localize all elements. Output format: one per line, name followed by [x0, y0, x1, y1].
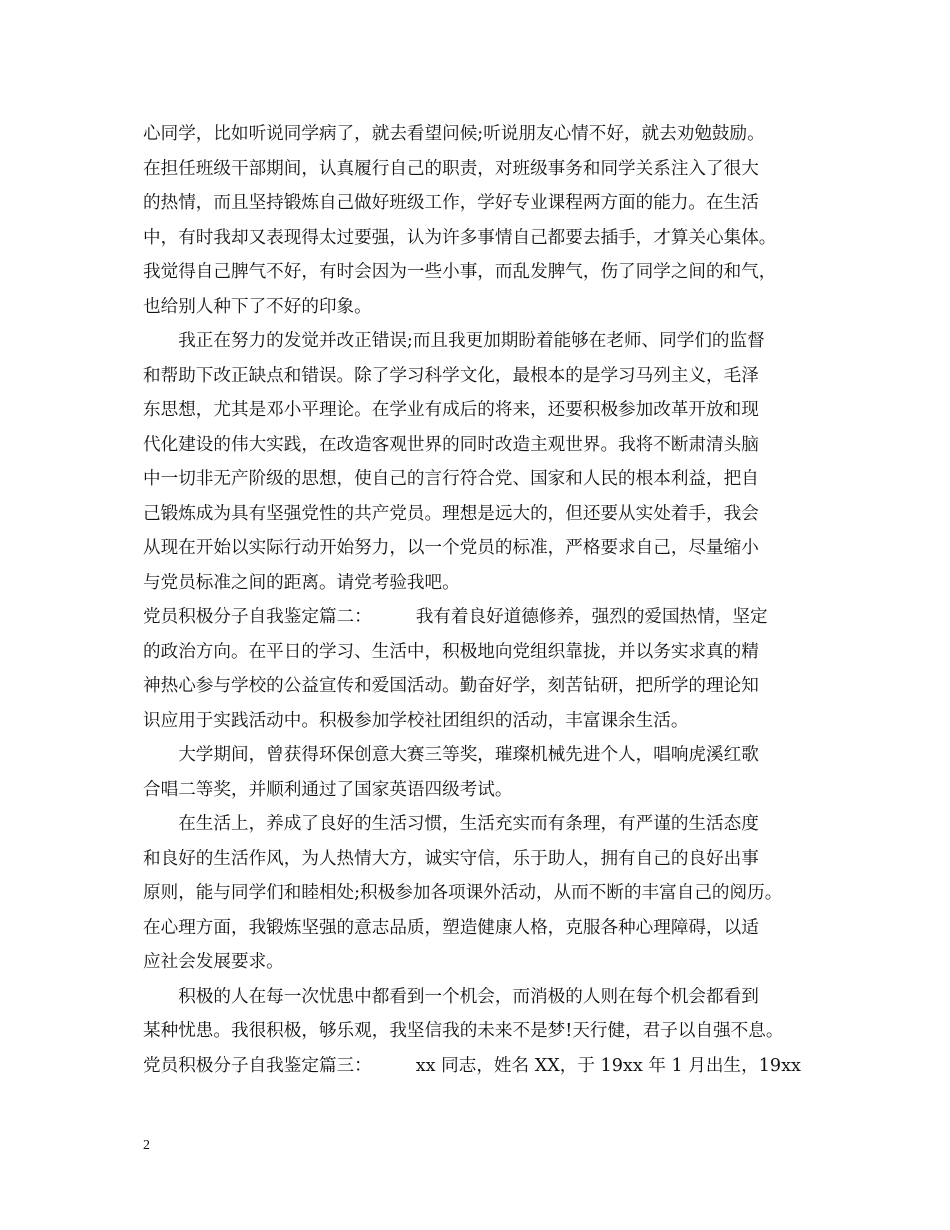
- text-line: 己锻炼成为具有坚强党性的共产党员。理想是远大的，但还要从实处着手，我会: [143, 503, 759, 524]
- text-line: 代化建设的伟大实践，在改造客观世界的同时改造主观世界。我将不断肃清头脑: [143, 434, 759, 455]
- text-line: 东思想，尤其是邓小平理论。在学业有成后的将来，还要积极参加改革开放和现: [143, 400, 759, 420]
- text-line: 和帮助下改正缺点和错误。除了学习科学文化，最根本的是学习马列主义，毛泽: [143, 365, 759, 386]
- text-line: 中一切非无产阶级的思想，使自己的言行符合党、国家和人民的根本利益，把自: [143, 469, 759, 489]
- document-body: [143, 117, 823, 1083]
- text-line: 也给别人种下了不好的印象。: [143, 296, 372, 317]
- text-line: 从现在开始以实际行动开始努力，以一个党员的标准，严格要求自己，尽量缩小: [143, 538, 759, 558]
- text-line: 心同学，比如听说同学病了，就去看望问候;听说朋友心情不好，就去劝勉鼓励。: [143, 124, 765, 144]
- text-line: 和良好的生活作风，为人热情大方，诚实守信，乐于助人，拥有自己的良好出事: [143, 848, 759, 869]
- text-line: 的政治方向。在平日的学习、生活中，积极地向党组织靠拢，并以务实求真的精: [143, 641, 759, 662]
- text-line: 的热情，而且坚持锻炼自己做好班级工作，学好专业课程两方面的能力。在生活: [143, 193, 759, 213]
- text-line: 识应用于实践活动中。积极参加学校社团组织的活动，丰富课余生活。: [143, 710, 689, 731]
- page-number: 2: [143, 1138, 150, 1153]
- section-heading-line: 党员积极分子自我鉴定篇二： 我有着良好道德修养，强烈的爱国热情，坚定: [143, 607, 768, 627]
- text-line: 在生活上，养成了良好的生活习惯，生活充实而有条理，有严谨的生活态度: [143, 814, 759, 834]
- section-heading-line: 党员积极分子自我鉴定篇三： xx 同志，姓名 XX，于 19xx 年 1 月出生，19xx: [143, 1055, 801, 1076]
- text-line: 在担任班级干部期间，认真履行自己的职责，对班级事务和同学关系注入了很大: [143, 158, 759, 179]
- text-line: 某种忧患。我很积极，够乐观，我坚信我的未来不是梦!天行健，君子以自强不息。: [143, 1021, 784, 1041]
- text-line: 我正在努力的发觉并改正错误;而且我更加期盼着能够在老师、同学们的监督: [143, 331, 765, 351]
- text-line: 神热心参与学校的公益宣传和爱国活动。勤奋好学，刻苦钻研，把所学的理论知: [143, 676, 759, 696]
- text-line: 大学期间，曾获得环保创意大赛三等奖，璀璨机械先进个人，唱响虎溪红歌: [143, 745, 759, 765]
- text-line: 我觉得自己脾气不好，有时会因为一些小事，而乱发脾气，伤了同学之间的和气，: [143, 262, 777, 282]
- text-line: 合唱二等奖，并顺利通过了国家英语四级考试。: [143, 779, 513, 800]
- text-line: 积极的人在每一次忧患中都看到一个机会，而消极的人则在每个机会都看到: [143, 986, 759, 1007]
- text-line: 与党员标准之间的距离。请党考验我吧。: [143, 572, 460, 593]
- text-line: 在心理方面，我锻炼坚强的意志品质，塑造健康人格，克服各种心理障碍，以适: [143, 917, 759, 938]
- text-line: 应社会发展要求。: [143, 952, 284, 972]
- text-line: 中，有时我却又表现得太过要强，认为许多事情自己都要去插手，才算关心集体。: [143, 227, 777, 248]
- text-line: 原则，能与同学们和睦相处;积极参加各项课外活动，从而不断的丰富自己的阅历。: [143, 883, 783, 903]
